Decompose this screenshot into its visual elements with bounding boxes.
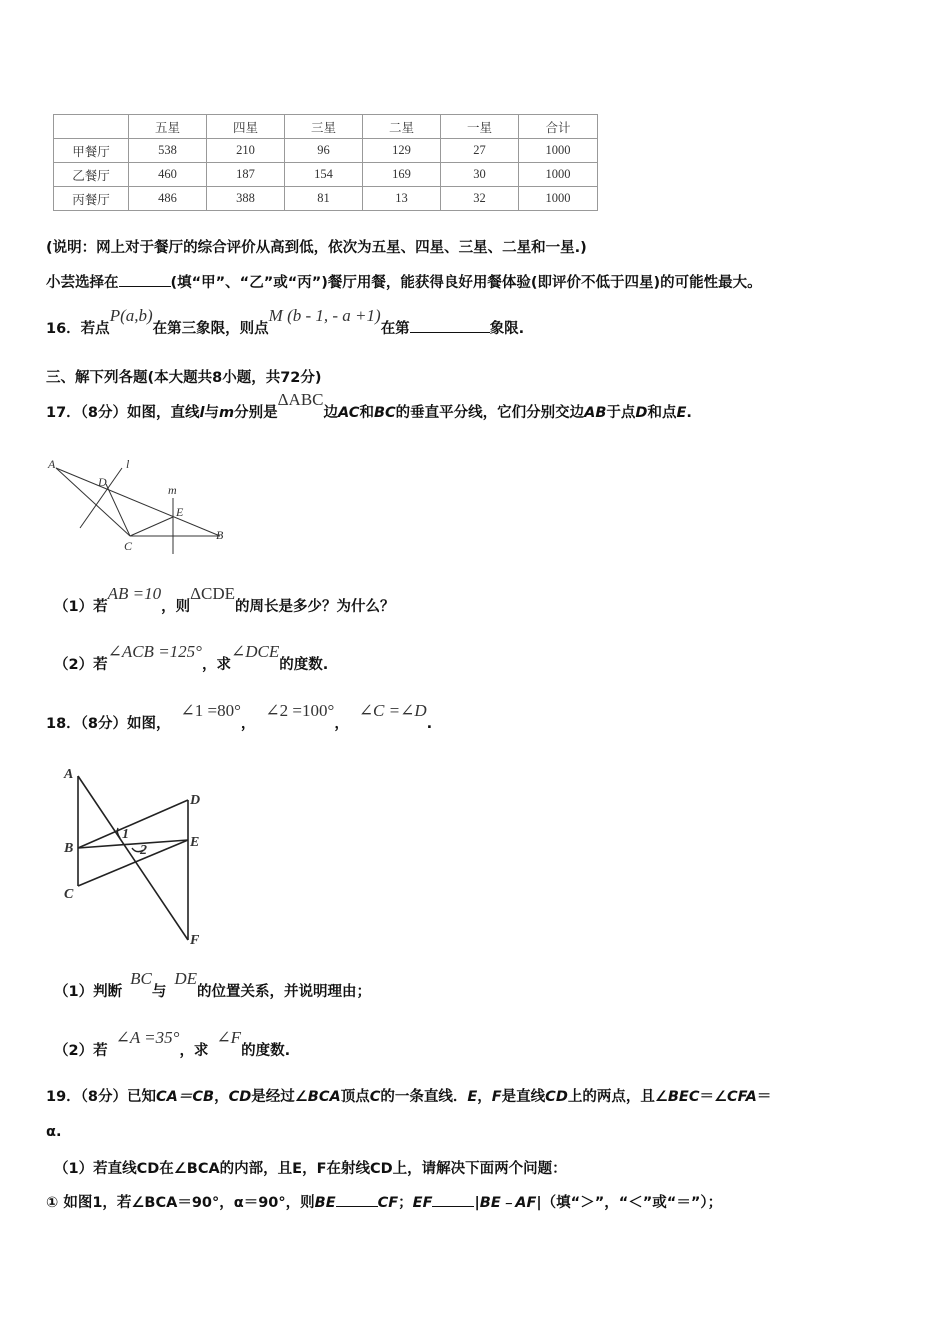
q19-text: ＝∠ <box>699 1089 727 1105</box>
q19-math: EF <box>412 1195 433 1211</box>
q18-p2-text-b: ，求 <box>179 1043 209 1059</box>
q17-math-triangle: ΔABC <box>277 390 324 409</box>
q18-part1 <box>54 969 371 1001</box>
q16-math-point-p: P(a,b) <box>109 306 153 325</box>
answer-blank[interactable] <box>119 286 171 287</box>
q16-question <box>46 306 525 338</box>
q17-text-i: . <box>686 405 692 421</box>
fig-label-c: C <box>124 539 133 553</box>
q19-line2: α. <box>46 1124 62 1140</box>
q16-text-d: 象限. <box>489 321 525 337</box>
fig-label-a: A <box>48 457 56 471</box>
q18-p2-math-angle-f: ∠F <box>216 1028 242 1047</box>
table-cell: 1000 <box>519 139 598 163</box>
table-cell: 486 <box>129 187 207 211</box>
table-cell: 169 <box>363 163 441 187</box>
q17-seg-ab: AB <box>584 405 607 421</box>
fig-label-b: B <box>64 841 74 856</box>
q19-text: 上的两点，且∠ <box>567 1089 668 1105</box>
q18-text-a: 18．（8分）如图， <box>46 716 171 732</box>
q17-seg-bc: BC <box>373 405 396 421</box>
table-cell: 13 <box>363 187 441 211</box>
table-cell: 210 <box>207 139 285 163</box>
table-cell: 460 <box>129 163 207 187</box>
q19-math: CD <box>545 1089 568 1105</box>
fig-label-d: D <box>98 475 107 489</box>
q17-text-e: 和 <box>359 405 374 421</box>
q17-text-h: 和点 <box>647 405 677 421</box>
table-row <box>54 187 598 211</box>
table-cell: 187 <box>207 163 285 187</box>
q17-text-f: 的垂直平分线，它们分别交边 <box>395 405 585 421</box>
q18-p1-text-a: （1）判断 <box>54 984 123 1000</box>
fig-label-angle-2: 2 <box>140 843 147 858</box>
fig-label-l: l <box>126 457 130 471</box>
table-cell: 1000 <box>519 163 598 187</box>
table-cell: 154 <box>285 163 363 187</box>
q19-math: CF <box>377 1195 399 1211</box>
q17-p2-math-angle: ∠ACB =125° <box>107 642 202 661</box>
q18-p1-math-bc: BC <box>130 969 152 988</box>
table-row <box>54 139 598 163</box>
table-header-cell: 一星 <box>441 115 519 139</box>
answer-blank[interactable] <box>432 1206 474 1207</box>
q17-p1-text-b: ，则 <box>161 599 191 615</box>
q17-p2-text-a: （2）若 <box>54 657 108 673</box>
table-cell: 129 <box>363 139 441 163</box>
q17-line-l: l <box>199 405 205 421</box>
q18-text-d: . <box>426 716 433 732</box>
q18-math-angle2: ∠2 =100° <box>265 701 335 720</box>
fig-label-a: A <box>64 767 74 782</box>
fig-label-f: F <box>190 933 200 948</box>
q17-p1-text-a: （1）若 <box>54 599 108 615</box>
fig-label-d: D <box>190 793 201 808</box>
q17-seg-ac: AC <box>338 405 360 421</box>
q16-text-a: 16．若点 <box>46 321 110 337</box>
q19-math: E <box>467 1089 478 1105</box>
q16-math-point-m: M (b - 1, - a +1) <box>268 306 381 325</box>
q16-text-b: 在第三象限，则点 <box>152 321 269 337</box>
q17-part1 <box>54 584 395 616</box>
table-header-cell: 三星 <box>285 115 363 139</box>
q19-math: BCA <box>307 1089 341 1105</box>
section-heading: 三、解下列各题(本大题共8小题，共72分) <box>46 370 322 386</box>
q17-text-d: 边 <box>323 405 339 421</box>
answer-blank[interactable] <box>410 332 490 333</box>
q18-p2-text-c: 的度数. <box>241 1043 291 1059</box>
q15-text-a: 小芸选择在 <box>46 275 119 291</box>
q17-text-a: 17．（8分）如图，直线 <box>46 405 200 421</box>
table-cell: 1000 <box>519 187 598 211</box>
table-cell: 丙餐厅 <box>54 187 129 211</box>
q19-text: （填“＞”，“＜”或“＝”）； <box>541 1195 723 1211</box>
q18-text-c: ， <box>334 716 349 732</box>
q18-math-angle1: ∠1 =80° <box>180 701 241 720</box>
q17-figure <box>40 450 240 560</box>
q19-math: BEC <box>667 1089 700 1105</box>
rating-note: (说明：网上对于餐厅的综合评价从高到低，依次为五星、四星、三星、二星和一星.) <box>46 240 587 256</box>
table-header-row <box>54 115 598 139</box>
q16-text-c: 在第 <box>380 321 410 337</box>
q17-p1-text-c: 的周长是多少？为什么？ <box>235 599 395 615</box>
table-cell: 538 <box>129 139 207 163</box>
table-cell: 32 <box>441 187 519 211</box>
q18-question <box>46 701 433 733</box>
q19-text: 19．（8分）已知 <box>46 1089 157 1105</box>
q19-math: C <box>369 1089 381 1105</box>
rating-table <box>53 114 598 211</box>
q19-line1 <box>46 1085 771 1106</box>
table-header-cell: 四星 <box>207 115 285 139</box>
q19-text: ， <box>214 1089 229 1105</box>
q17-p2-text-b: ，求 <box>201 657 231 673</box>
q19-math: F <box>491 1089 502 1105</box>
table-cell: 388 <box>207 187 285 211</box>
fig-label-b: B <box>216 528 224 542</box>
q19-part1: （1）若直线CD在∠BCA的内部，且E，F在射线CD上，请解决下面两个问题： <box>54 1161 567 1177</box>
fig-label-e: E <box>190 835 200 850</box>
q19-text: 的一条直线． <box>380 1089 468 1105</box>
q18-p1-text-b: 与 <box>151 984 167 1000</box>
q17-p2-math-dce: ∠DCE <box>230 642 280 661</box>
q19-text: 是直线 <box>501 1089 546 1105</box>
q19-text: 是经过∠ <box>251 1089 308 1105</box>
q19-text: ， <box>477 1089 492 1105</box>
q18-p1-math-de: DE <box>174 969 197 988</box>
q19-math: |BE﹣AF| <box>474 1195 542 1211</box>
fig-label-angle-1: 1 <box>122 827 129 842</box>
q18-p2-text-a: （2）若 <box>54 1043 108 1059</box>
q19-math: BE <box>314 1195 336 1211</box>
q17-point-d: D <box>635 405 648 421</box>
table-cell: 96 <box>285 139 363 163</box>
table-header-cell: 五星 <box>129 115 207 139</box>
q17-text-g: 于点 <box>606 405 636 421</box>
q19-math: CFA <box>726 1089 757 1105</box>
q17-p1-math-triangle: ΔCDE <box>190 584 236 603</box>
q17-point-e: E <box>676 405 687 421</box>
table-header-cell <box>54 115 129 139</box>
table-cell: 27 <box>441 139 519 163</box>
q17-line-m: m <box>219 405 235 421</box>
table-cell: 乙餐厅 <box>54 163 129 187</box>
q17-part2 <box>54 642 329 674</box>
q17-p1-math-ab: AB =10 <box>107 584 162 603</box>
fig-label-m: m <box>168 483 177 497</box>
q19-math: CD <box>228 1089 252 1105</box>
q18-math-angle-cd: ∠C =∠D <box>358 701 427 720</box>
q18-figure <box>58 762 218 952</box>
table-row <box>54 163 598 187</box>
q18-p2-math-angle-a: ∠A =35° <box>115 1028 180 1047</box>
q19-text: ① 如图1，若∠BCA＝90°，α＝90°，则 <box>46 1195 315 1211</box>
q19-text: 顶点 <box>340 1089 370 1105</box>
q15-question <box>46 271 762 292</box>
q17-text-b: 与 <box>204 405 220 421</box>
q18-p1-text-c: 的位置关系，并说明理由； <box>197 984 371 1000</box>
q19-text: ＝ <box>756 1089 772 1105</box>
answer-blank[interactable] <box>336 1206 378 1207</box>
q17-question <box>46 390 692 422</box>
q18-part2 <box>54 1028 291 1060</box>
fig-label-c: C <box>64 887 74 902</box>
q19-part1-sub1 <box>46 1191 722 1212</box>
q18-text-b: ， <box>240 716 256 732</box>
table-header-cell: 二星 <box>363 115 441 139</box>
q15-text-b: (填“甲”、“乙”或“丙”)餐厅用餐，能获得良好用餐体验(即评价不低于四星)的可能性最大。 <box>170 275 762 291</box>
q19-text: ； <box>398 1195 413 1211</box>
q17-p2-text-c: 的度数. <box>279 657 329 673</box>
fig-label-e: E <box>176 505 184 519</box>
table-cell: 甲餐厅 <box>54 139 129 163</box>
table-cell: 81 <box>285 187 363 211</box>
table-cell: 30 <box>441 163 519 187</box>
q19-math: CA＝CB <box>156 1089 215 1105</box>
q17-text-c: 分别是 <box>234 405 278 421</box>
table-header-cell: 合计 <box>519 115 598 139</box>
